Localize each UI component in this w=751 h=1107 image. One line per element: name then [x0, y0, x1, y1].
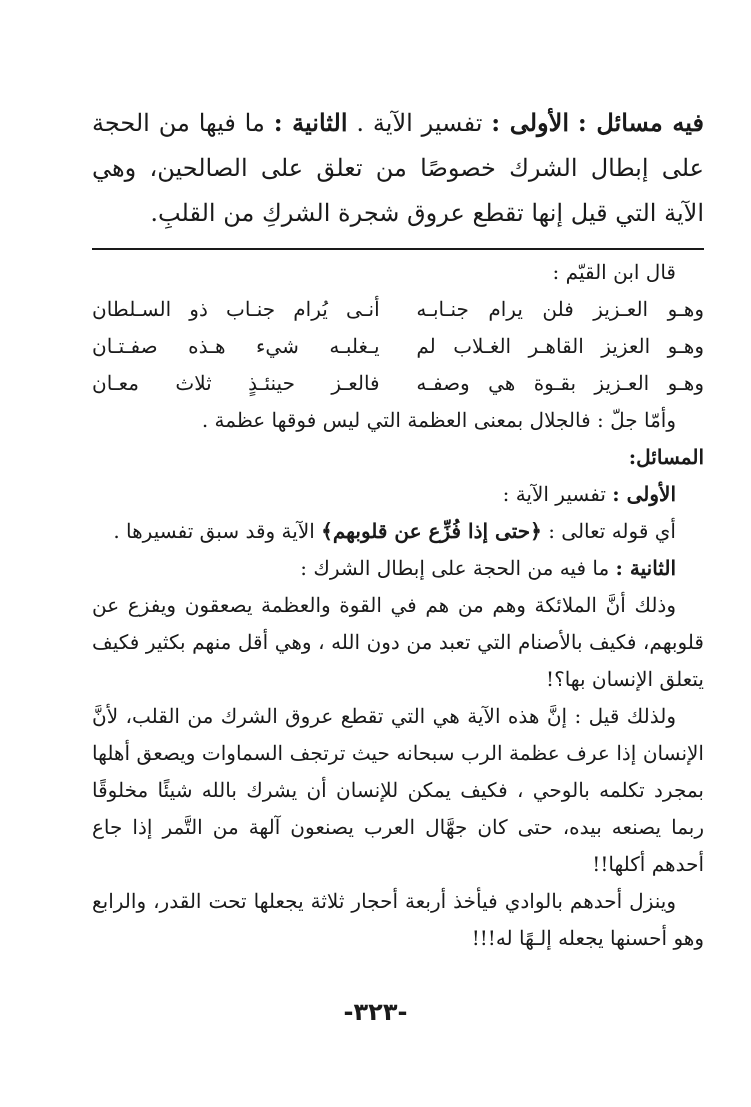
quote-pre: أي قوله تعالى : — [548, 519, 676, 543]
first-heading — [92, 476, 704, 513]
second-text: ما فيها من الحجة على إبطال الشرك خصوصًا من تعلق على الصالحين، وهي الآية التي قيل إنها تقطع عروق شجرة الشركِ من القلبِ. — [92, 109, 704, 227]
verse-left: يـغلبـه شيء هـذه صفـتـان — [92, 334, 380, 358]
quote-line — [92, 513, 704, 550]
commentary — [92, 254, 704, 957]
ibn-qayyim-line: قال ابن القيّم : — [552, 260, 676, 284]
masail-label: فيه مسائل : — [577, 108, 704, 137]
first-heading-text: تفسير الآية : — [502, 482, 606, 506]
intro-paragraph — [92, 100, 704, 236]
masail-heading: المسائل: — [628, 445, 704, 469]
first-label: الأولى : — [491, 108, 569, 137]
page-number: -٣٢٣- — [343, 998, 408, 1026]
quran-quote: ﴿حتى إذا فُزِّع عن قلوبهم﴾ — [321, 519, 542, 543]
second-heading — [92, 550, 704, 587]
quote-post: الآية وقد سبق تفسيرها . — [113, 519, 315, 543]
verse-right: وهـو العـزيز فلن يرام جنـابـه — [416, 297, 704, 321]
verse-line — [92, 365, 704, 402]
paragraph-3: وينزل أحدهم بالوادي فيأخذ أربعة أحجار ثلاثة يجعلها تحت القدر، والرابع وهو أحسنها يجعله إلـهًا له!!! — [92, 889, 704, 950]
verse-left: أنـى يُرام جنـاب ذو السـلطان — [92, 297, 380, 321]
verse-line — [92, 291, 704, 328]
paragraph-2: ولذلك قيل : إنَّ هذه الآية هي التي تقطع عروق الشرك من القلب، لأنَّ الإنسان إذا عرف عظمة الرب سبحانه حيث ترتجف السماوات ويصعق أهلها بمجرد تكلمه بالوحي ، فكيف يمكن للإنسان أن يشرك بالله شيئًا مخلوقًا ربما يصنعه بيده، حتى كان جهَّال العرب يصنعون آلهة من التَّمر إذا جاع أحدهم أكلها!! — [92, 704, 704, 876]
verse-right: وهـو العـزيز بقـوة هي وصفـه — [416, 371, 704, 395]
divider — [92, 248, 704, 250]
first-heading-label: الأولى : — [612, 482, 676, 506]
page-content — [92, 100, 704, 957]
second-label: الثانية : — [273, 108, 348, 137]
second-heading-label: الثانية : — [615, 556, 676, 580]
paragraph-1: وذلك أنَّ الملائكة وهم من هم في القوة والعظمة يصعقون ويفزع عن قلوبهم، فكيف بالأصنام التي تعبد من دون الله ، وهي أقل منهم بكثير فكيف يتعلق الإنسان بها؟! — [92, 593, 704, 691]
verse-left: فالعـز حينئـذٍ ثلاث معـان — [92, 371, 380, 395]
verse-line — [92, 328, 704, 365]
verse-right: وهـو العزيز القاهـر الغـلاب لم — [416, 334, 704, 358]
jalla-line: وأمّا جلّ : فالجلال بمعنى العظمة التي ليس فوقها عظمة . — [201, 408, 676, 432]
second-heading-text: ما فيه من الحجة على إبطال الشرك : — [300, 556, 610, 580]
first-text: تفسير الآية . — [356, 109, 483, 137]
